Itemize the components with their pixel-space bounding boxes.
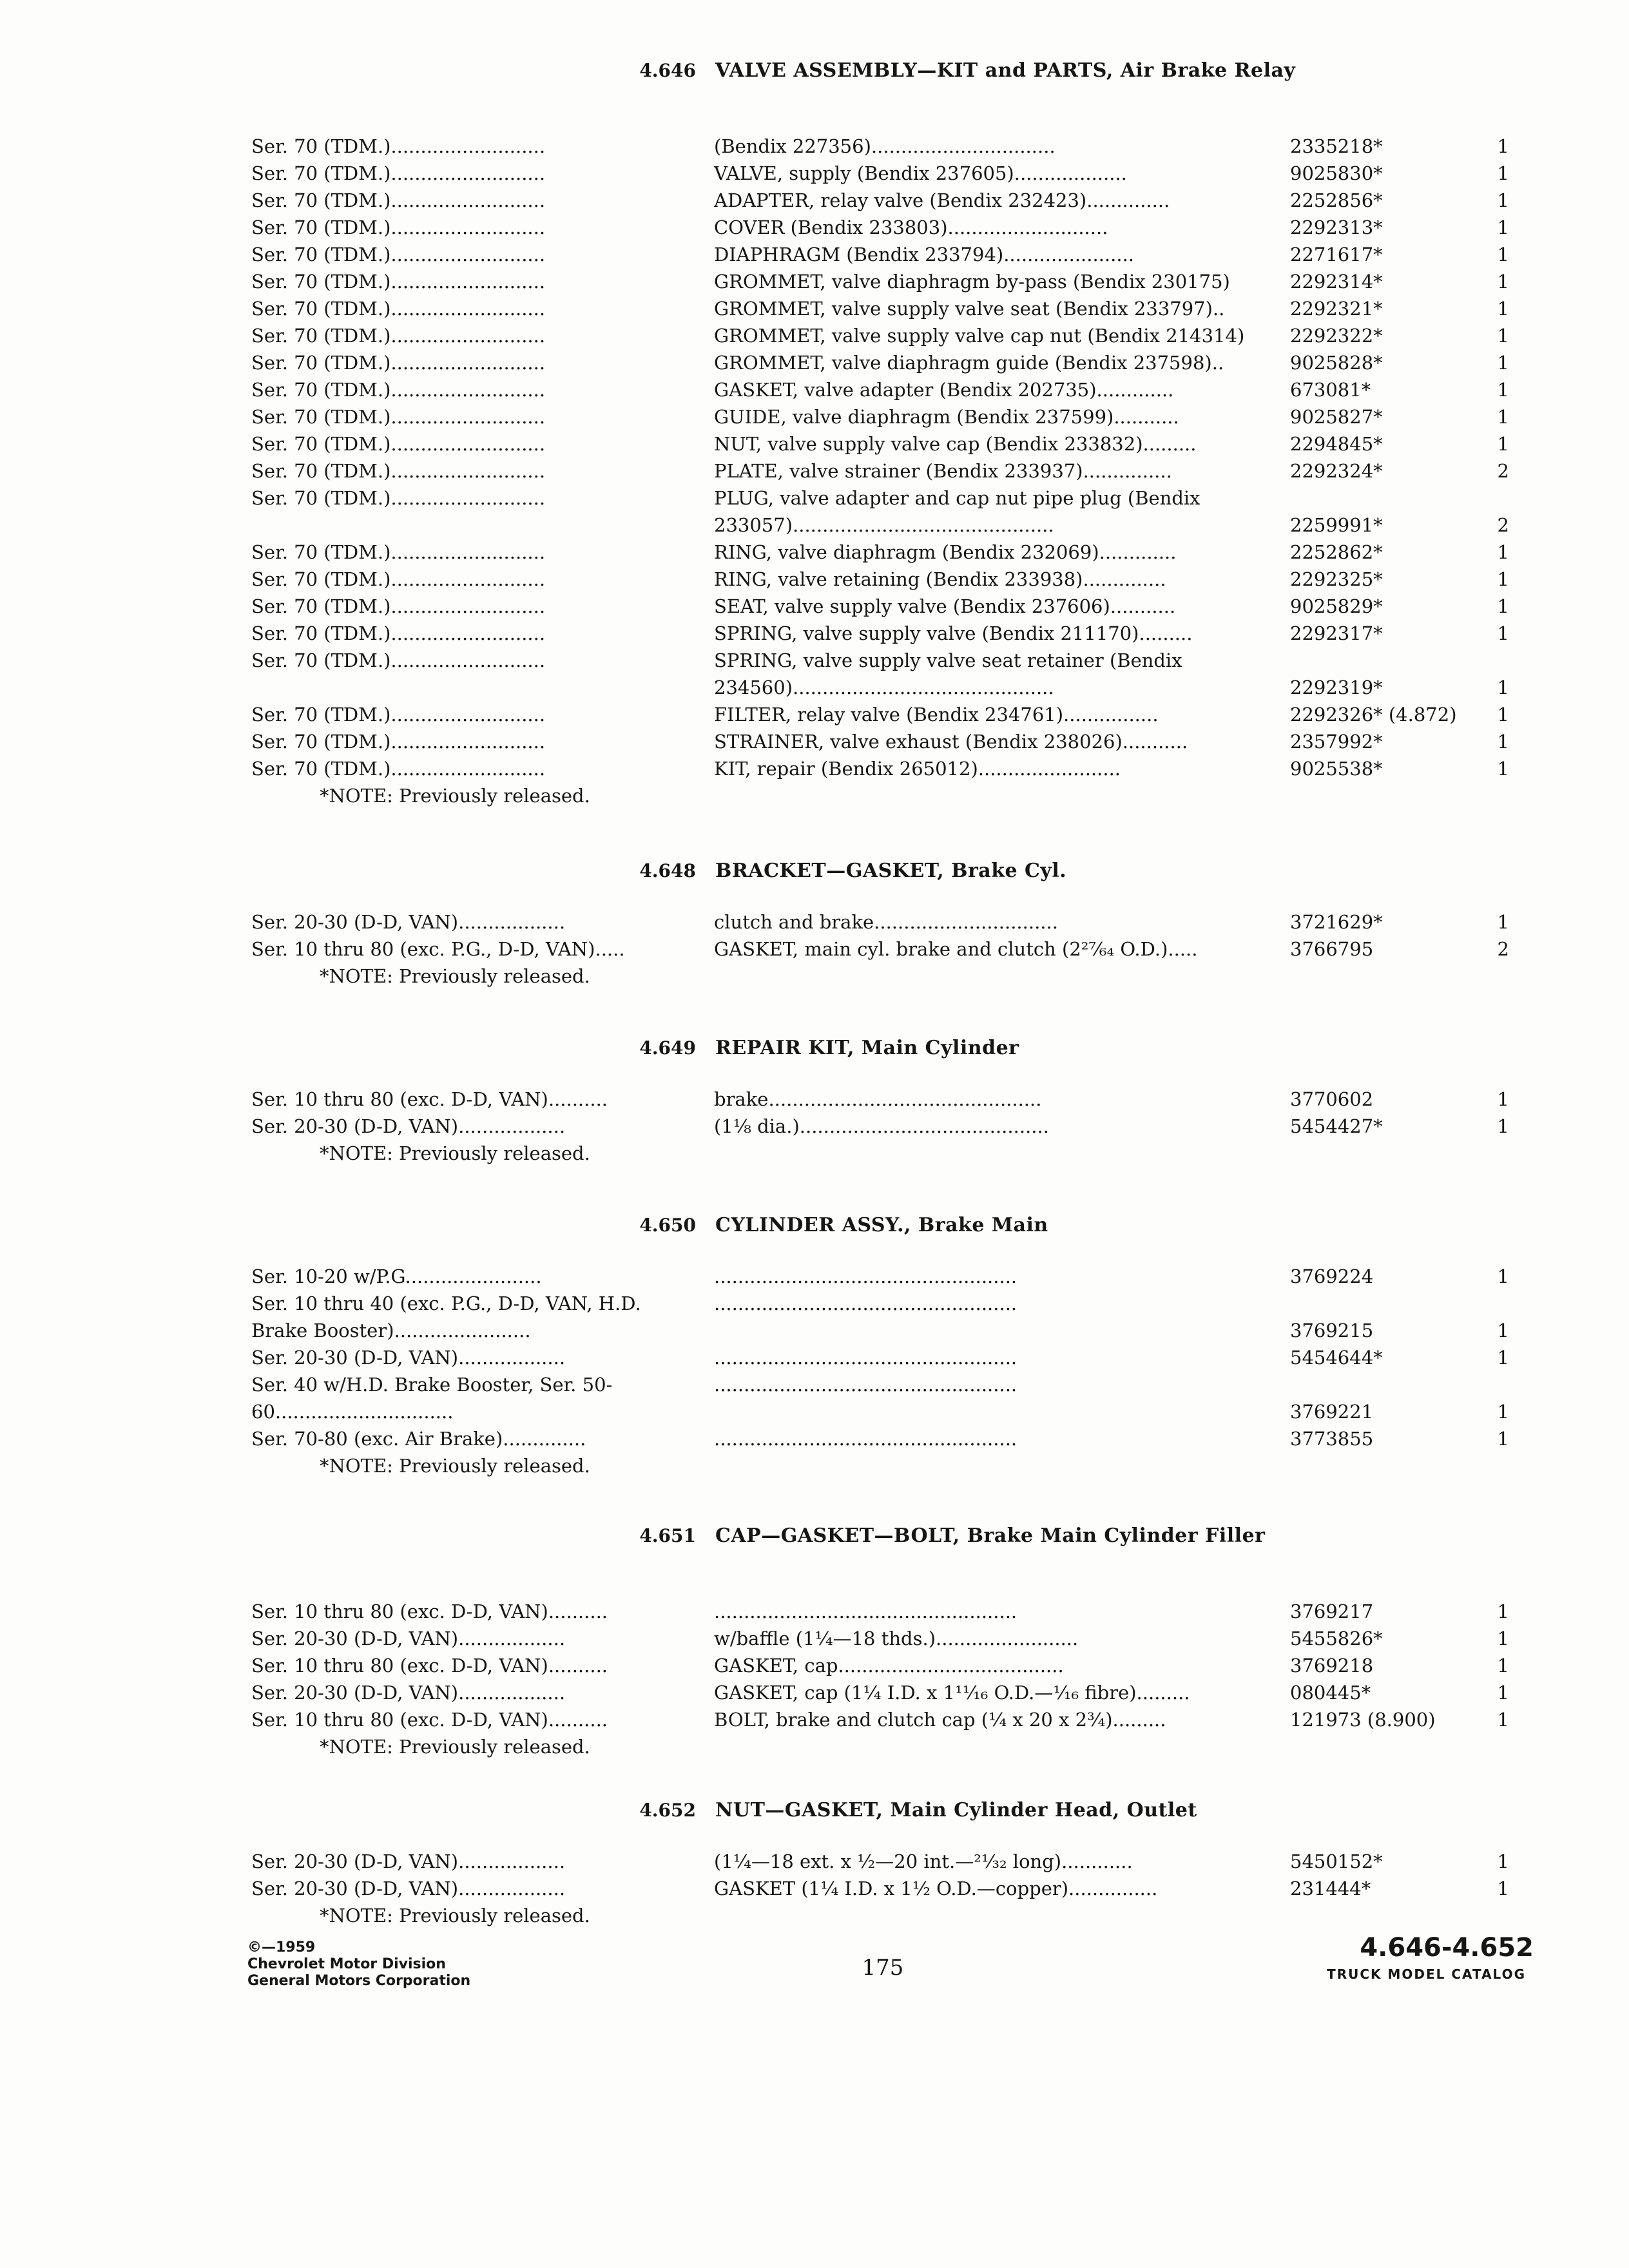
description-cell: BOLT, brake and clutch cap (¼ x 20 x 2¾)......... — [714, 1709, 1166, 1731]
section-heading — [0, 1522, 1629, 1586]
quantity-cell: 1 — [1497, 379, 1509, 401]
application-cell: Ser. 70 (TDM.).......................... — [251, 433, 546, 455]
catalog-name: TRUCK MODEL CATALOG — [1327, 1966, 1526, 1982]
quantity-cell: 1 — [1497, 1682, 1509, 1704]
table-row — [0, 241, 1629, 268]
table-row — [0, 295, 1629, 322]
quantity-cell: 1 — [1497, 1088, 1509, 1110]
description-cell: (Bendix 227356)............................... — [714, 135, 1055, 157]
section-title: NUT—GASKET, Main Cylinder Head, Outlet — [715, 1799, 1197, 1821]
application-cell: Ser. 70 (TDM.).......................... — [251, 189, 546, 211]
quantity-cell: 1 — [1497, 1655, 1509, 1677]
quantity-cell: 1 — [1497, 352, 1509, 374]
quantity-cell: 1 — [1497, 216, 1509, 238]
application-cell: Ser. 40 w/H.D. Brake Booster, Ser. 50-60.............................. — [251, 1374, 613, 1423]
quantity-cell: 1 — [1497, 595, 1509, 617]
description-cell: PLUG, valve adapter and cap nut pipe plug (Bendix 233057)............................................ — [714, 487, 1200, 536]
application-cell: Ser. 70 (TDM.).......................... — [251, 758, 546, 780]
table-row — [0, 1425, 1629, 1452]
part-number-cell: 3769221 — [1290, 1401, 1374, 1423]
part-number-cell: 3769217 — [1290, 1600, 1374, 1622]
table-row — [0, 214, 1629, 241]
description-cell: RING, valve retaining (Bendix 233938).............. — [714, 568, 1166, 590]
quantity-cell: 2 — [1497, 514, 1509, 536]
table-row — [0, 1086, 1629, 1113]
part-number-cell: 5454427* — [1290, 1115, 1383, 1137]
table-row — [0, 376, 1629, 403]
description-cell: GROMMET, valve supply valve seat (Bendix 233797).. — [714, 298, 1225, 320]
description-cell: ................................................... — [714, 1347, 1017, 1369]
quantity-cell: 1 — [1497, 704, 1509, 726]
description-cell: GROMMET, valve diaphragm guide (Bendix 237598).. — [714, 352, 1224, 374]
description-cell: RING, valve diaphragm (Bendix 232069)............. — [714, 541, 1177, 563]
description-cell: STRAINER, valve exhaust (Bendix 238026)........... — [714, 731, 1188, 753]
quantity-cell: 1 — [1497, 135, 1509, 157]
table-row — [0, 1344, 1629, 1371]
part-number-cell: 231444* — [1290, 1878, 1371, 1899]
part-number-cell: 5454644* — [1290, 1347, 1383, 1369]
table-row — [0, 322, 1629, 349]
part-number-cell: 2292326* (4.872) — [1290, 704, 1457, 726]
application-cell: Ser. 70 (TDM.).......................... — [251, 622, 546, 644]
application-cell: Ser. 70 (TDM.).......................... — [251, 325, 546, 347]
table-row — [0, 1290, 1629, 1344]
quantity-cell: 1 — [1497, 1628, 1509, 1649]
part-number-cell: 5455826* — [1290, 1628, 1383, 1649]
description-cell: GASKET, valve adapter (Bendix 202735)............. — [714, 379, 1174, 401]
table-row — [0, 485, 1629, 539]
description-cell: GASKET, cap...................................... — [714, 1655, 1064, 1677]
description-cell: VALVE, supply (Bendix 237605)................... — [714, 162, 1127, 184]
description-cell: ................................................... — [714, 1428, 1017, 1450]
table-row — [0, 403, 1629, 430]
table-row — [0, 620, 1629, 647]
description-cell: DIAPHRAGM (Bendix 233794)...................... — [714, 244, 1135, 265]
table-row — [0, 647, 1629, 701]
quantity-cell: 1 — [1497, 622, 1509, 644]
table-row — [0, 1679, 1629, 1706]
division: Chevrolet Motor Division — [247, 1956, 446, 1972]
description-cell: SPRING, valve supply valve seat retainer (Bendix 234560)............................................ — [714, 649, 1182, 698]
part-number-cell: 2259991* — [1290, 514, 1383, 536]
part-number-cell: 9025827* — [1290, 406, 1383, 428]
table-row — [0, 936, 1629, 963]
description-cell: GUIDE, valve diaphragm (Bendix 237599)........... — [714, 406, 1179, 428]
table-row — [0, 728, 1629, 755]
application-cell: Ser. 70 (TDM.).......................... — [251, 731, 546, 753]
application-cell: Ser. 10 thru 80 (exc. D-D, VAN).......... — [251, 1709, 608, 1731]
table-row — [0, 539, 1629, 566]
table-row — [0, 349, 1629, 376]
section-number: 4.649 — [639, 1037, 696, 1059]
application-cell: Ser. 10 thru 40 (exc. P.G., D-D, VAN, H.D. Brake Booster)....................... — [251, 1293, 641, 1341]
section-number: 4.651 — [639, 1525, 696, 1546]
application-cell: Ser. 70 (TDM.).......................... — [251, 244, 546, 265]
section-number: 4.646 — [639, 60, 696, 81]
description-cell: ................................................... — [714, 1293, 1017, 1314]
part-number-cell: 2252862* — [1290, 541, 1383, 563]
section-note: *NOTE: Previously released. — [320, 1736, 590, 1758]
part-number-cell: 2357992* — [1290, 731, 1383, 753]
section-title: VALVE ASSEMBLY—KIT and PARTS, Air Brake Relay — [715, 59, 1296, 82]
application-cell: Ser. 70 (TDM.).......................... — [251, 216, 546, 238]
application-cell: Ser. 70 (TDM.).......................... — [251, 271, 546, 293]
section-number: 4.648 — [639, 860, 696, 881]
application-cell: Ser. 20-30 (D-D, VAN).................. — [251, 1850, 566, 1872]
section-note: *NOTE: Previously released. — [320, 1455, 590, 1477]
corporation: General Motors Corporation — [247, 1973, 471, 1989]
table-row — [0, 566, 1629, 593]
part-number-cell: 2271617* — [1290, 244, 1383, 265]
copyright: ©—1959 — [247, 1939, 316, 1956]
quantity-cell: 1 — [1497, 1265, 1509, 1287]
page-range: 4.646-4.652 — [1360, 1933, 1534, 1963]
application-cell: Ser. 70 (TDM.).......................... — [251, 379, 546, 401]
table-row — [0, 701, 1629, 728]
part-number-cell: 3766795 — [1290, 938, 1374, 960]
section-note: *NOTE: Previously released. — [320, 1142, 590, 1164]
quantity-cell: 1 — [1497, 541, 1509, 563]
quantity-cell: 2 — [1497, 460, 1509, 482]
part-number-cell: 2292313* — [1290, 216, 1383, 238]
part-number-cell: 2292321* — [1290, 298, 1383, 320]
application-cell: Ser. 70 (TDM.).......................... — [251, 704, 546, 726]
part-number-cell: 5450152* — [1290, 1850, 1383, 1872]
description-cell: SPRING, valve supply valve (Bendix 211170)......... — [714, 622, 1193, 644]
quantity-cell: 1 — [1497, 1115, 1509, 1137]
description-cell: GROMMET, valve supply valve cap nut (Bendix 214314) — [714, 325, 1245, 347]
table-row — [0, 1598, 1629, 1625]
description-cell: (1¼—18 ext. x ½—20 int.—²¹⁄₃₂ long)............ — [714, 1850, 1133, 1872]
part-number-cell: 2252856* — [1290, 189, 1383, 211]
application-cell: Ser. 70 (TDM.).......................... — [251, 406, 546, 428]
section-title: REPAIR KIT, Main Cylinder — [715, 1037, 1019, 1059]
quantity-cell: 2 — [1497, 938, 1509, 960]
quantity-cell: 1 — [1497, 568, 1509, 590]
application-cell: Ser. 70 (TDM.).......................... — [251, 298, 546, 320]
application-cell: Ser. 70-80 (exc. Air Brake).............. — [251, 1428, 586, 1450]
table-row — [0, 1652, 1629, 1679]
table-row — [0, 457, 1629, 485]
section-title: CAP—GASKET—BOLT, Brake Main Cylinder Filler — [715, 1524, 1266, 1547]
quantity-cell: 1 — [1497, 433, 1509, 455]
table-row — [0, 1371, 1629, 1425]
quantity-cell: 1 — [1497, 1850, 1509, 1872]
description-cell: GASKET, main cyl. brake and clutch (2²⁷⁄₆₄ O.D.)..... — [714, 938, 1198, 960]
table-row — [0, 430, 1629, 457]
section-title: CYLINDER ASSY., Brake Main — [715, 1214, 1048, 1236]
application-cell: Ser. 70 (TDM.).......................... — [251, 649, 546, 671]
section-heading — [0, 57, 1629, 121]
description-cell: ................................................... — [714, 1265, 1017, 1287]
quantity-cell: 1 — [1497, 731, 1509, 753]
quantity-cell: 1 — [1497, 298, 1509, 320]
quantity-cell: 1 — [1497, 911, 1509, 933]
application-cell: Ser. 70 (TDM.).......................... — [251, 352, 546, 374]
description-cell: COVER (Bendix 233803)........................... — [714, 216, 1108, 238]
table-row — [0, 593, 1629, 620]
application-cell: Ser. 70 (TDM.).......................... — [251, 162, 546, 184]
part-number-cell: 2292324* — [1290, 460, 1383, 482]
table-row — [0, 133, 1629, 160]
footer-publisher — [247, 1939, 634, 1990]
application-cell: Ser. 20-30 (D-D, VAN).................. — [251, 1878, 566, 1899]
table-row — [0, 1625, 1629, 1652]
part-number-cell: 9025829* — [1290, 595, 1383, 617]
description-cell: PLATE, valve strainer (Bendix 233937)............... — [714, 460, 1172, 482]
table-row — [0, 908, 1629, 936]
part-number-cell: 2335218* — [1290, 135, 1383, 157]
part-number-cell: 2292317* — [1290, 622, 1383, 644]
application-cell: Ser. 70 (TDM.).......................... — [251, 135, 546, 157]
quantity-cell: 1 — [1497, 1347, 1509, 1369]
description-cell: ADAPTER, relay valve (Bendix 232423).............. — [714, 189, 1170, 211]
section-number: 4.652 — [639, 1800, 696, 1821]
section-title: BRACKET—GASKET, Brake Cyl. — [715, 860, 1067, 882]
table-row — [0, 1706, 1629, 1733]
table-row — [0, 268, 1629, 295]
application-cell: Ser. 20-30 (D-D, VAN).................. — [251, 1347, 566, 1369]
quantity-cell: 1 — [1497, 271, 1509, 293]
section-number: 4.650 — [639, 1215, 696, 1236]
part-number-cell: 121973 (8.900) — [1290, 1709, 1436, 1731]
part-number-cell: 3769215 — [1290, 1320, 1374, 1341]
part-number-cell: 2292314* — [1290, 271, 1383, 293]
part-number-cell: 9025828* — [1290, 352, 1383, 374]
description-cell: SEAT, valve supply valve (Bendix 237606)........... — [714, 595, 1176, 617]
part-number-cell: 673081* — [1290, 379, 1371, 401]
description-cell: ................................................... — [714, 1374, 1017, 1396]
part-number-cell: 2292325* — [1290, 568, 1383, 590]
description-cell: GASKET, cap (1¼ I.D. x 1¹¹⁄₁₆ O.D.—¹⁄₁₆ fibre)......... — [714, 1682, 1190, 1704]
table-row — [0, 187, 1629, 214]
application-cell: Ser. 20-30 (D-D, VAN).................. — [251, 1628, 566, 1649]
application-cell: Ser. 10 thru 80 (exc. D-D, VAN).......... — [251, 1600, 608, 1622]
table-row — [0, 1875, 1629, 1902]
application-cell: Ser. 10-20 w/P.G....................... — [251, 1265, 542, 1287]
part-number-cell: 2294845* — [1290, 433, 1383, 455]
description-cell: (1⅛ dia.).......................................... — [714, 1115, 1049, 1137]
quantity-cell: 1 — [1497, 244, 1509, 265]
table-row — [0, 1263, 1629, 1290]
application-cell: Ser. 20-30 (D-D, VAN).................. — [251, 1115, 566, 1137]
application-cell: Ser. 70 (TDM.).......................... — [251, 487, 546, 509]
quantity-cell: 1 — [1497, 406, 1509, 428]
description-cell: GASKET (1¼ I.D. x 1½ O.D.—copper)............... — [714, 1878, 1158, 1899]
description-cell: GROMMET, valve diaphragm by-pass (Bendix 230175) — [714, 271, 1230, 293]
part-number-cell: 3721629* — [1290, 911, 1383, 933]
description-cell: ................................................... — [714, 1600, 1017, 1622]
quantity-cell: 1 — [1497, 1878, 1509, 1899]
quantity-cell: 1 — [1497, 162, 1509, 184]
application-cell: Ser. 70 (TDM.).......................... — [251, 460, 546, 482]
description-cell: FILTER, relay valve (Bendix 234761)................ — [714, 704, 1159, 726]
description-cell: KIT, repair (Bendix 265012)........................ — [714, 758, 1121, 780]
part-number-cell: 9025538* — [1290, 758, 1383, 780]
section-note: *NOTE: Previously released. — [320, 965, 590, 987]
description-cell: NUT, valve supply valve cap (Bendix 233832)......... — [714, 433, 1197, 455]
part-number-cell: 3773855 — [1290, 1428, 1374, 1450]
description-cell: brake.............................................. — [714, 1088, 1042, 1110]
quantity-cell: 1 — [1497, 677, 1509, 698]
quantity-cell: 1 — [1497, 1709, 1509, 1731]
quantity-cell: 1 — [1497, 1320, 1509, 1341]
application-cell: Ser. 70 (TDM.).......................... — [251, 568, 546, 590]
application-cell: Ser. 10 thru 80 (exc. P.G., D-D, VAN)..... — [251, 938, 625, 960]
application-cell: Ser. 70 (TDM.).......................... — [251, 595, 546, 617]
table-row — [0, 755, 1629, 782]
part-number-cell: 9025830* — [1290, 162, 1383, 184]
application-cell: Ser. 10 thru 80 (exc. D-D, VAN).......... — [251, 1088, 608, 1110]
quantity-cell: 1 — [1497, 1428, 1509, 1450]
quantity-cell: 1 — [1497, 1600, 1509, 1622]
part-number-cell: 2292322* — [1290, 325, 1383, 347]
table-row — [0, 1113, 1629, 1140]
quantity-cell: 1 — [1497, 758, 1509, 780]
application-cell: Ser. 20-30 (D-D, VAN).................. — [251, 911, 566, 933]
application-cell: Ser. 70 (TDM.).......................... — [251, 541, 546, 563]
section-note: *NOTE: Previously released. — [320, 1905, 590, 1927]
part-number-cell: 3770602 — [1290, 1088, 1374, 1110]
description-cell: w/baffle (1¼—18 thds.)........................ — [714, 1628, 1079, 1649]
application-cell: Ser. 20-30 (D-D, VAN).................. — [251, 1682, 566, 1704]
table-row — [0, 160, 1629, 187]
table-row — [0, 1848, 1629, 1875]
part-number-cell: 3769218 — [1290, 1655, 1374, 1677]
quantity-cell: 1 — [1497, 189, 1509, 211]
application-cell: Ser. 10 thru 80 (exc. D-D, VAN).......... — [251, 1655, 608, 1677]
part-number-cell: 3769224 — [1290, 1265, 1374, 1287]
description-cell: clutch and brake............................... — [714, 911, 1058, 933]
quantity-cell: 1 — [1497, 1401, 1509, 1423]
quantity-cell: 1 — [1497, 325, 1509, 347]
section-note: *NOTE: Previously released. — [320, 785, 590, 807]
part-number-cell: 080445* — [1290, 1682, 1371, 1704]
part-number-cell: 2292319* — [1290, 677, 1383, 698]
page-number: 175 — [862, 1955, 904, 1981]
